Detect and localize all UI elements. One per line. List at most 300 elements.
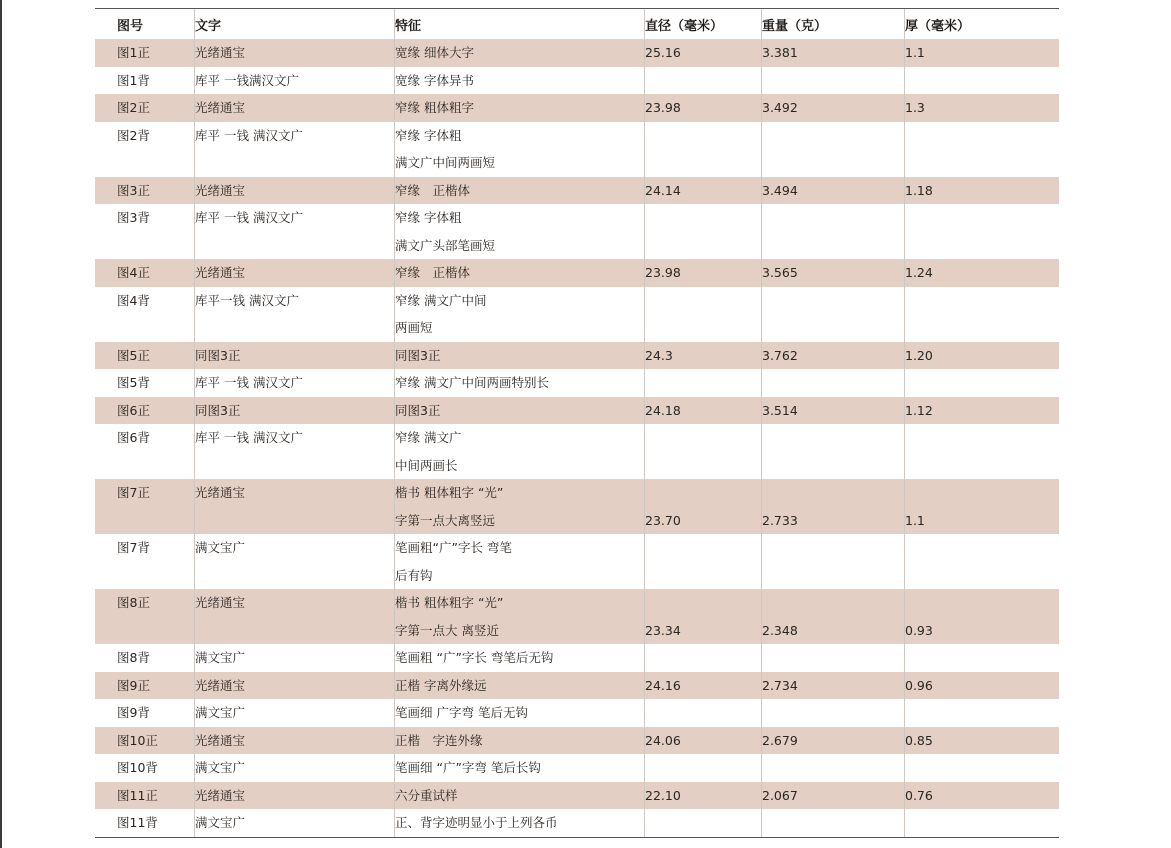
cell-diameter <box>645 397 762 425</box>
cell-thickness <box>905 287 1059 342</box>
inscription-text: 光绪通宝 <box>195 677 246 693</box>
feature-text: 正楷 字连外缘 <box>395 732 483 748</box>
thickness-value <box>905 314 1059 342</box>
table-body <box>95 39 1059 837</box>
cell-weight <box>762 644 905 672</box>
inscription-text: 库平 一钱 满汉文广 <box>195 430 303 445</box>
feature-text: 字第一点大离竖远 <box>395 512 496 528</box>
inscription-text: 满文宝广 <box>195 760 246 775</box>
figure-id: 图5正 <box>117 347 150 363</box>
cell-id <box>95 122 195 177</box>
cell-weight <box>762 809 905 837</box>
cell-thickness <box>905 94 1059 122</box>
cell-features <box>395 177 645 205</box>
cell-diameter <box>645 782 762 810</box>
feature-text: 窄缘 满文广中间两画特别长 <box>395 375 549 390</box>
feature-text: 窄缘 粗体粗字 <box>395 100 474 115</box>
inscription-text: 库平 一钱 满汉文广 <box>195 210 303 225</box>
figure-id: 图4正 <box>117 265 150 280</box>
table-header <box>95 9 1059 39</box>
table-row <box>95 122 1059 177</box>
table-row <box>95 809 1059 837</box>
thickness-value: 0.96 <box>905 677 933 693</box>
cell-text <box>195 204 395 259</box>
cell-text <box>195 809 395 837</box>
weight-value <box>762 809 904 837</box>
cell-thickness <box>905 644 1059 672</box>
figure-id: 图9背 <box>117 705 150 720</box>
feature-text: 窄缘 正楷体 <box>395 182 471 198</box>
cell-weight <box>762 424 905 479</box>
table-row <box>95 397 1059 425</box>
cell-id <box>95 424 195 479</box>
thickness-value: 1.1 <box>905 512 925 528</box>
diameter-value <box>645 562 761 590</box>
inscription-text: 光绪通宝 <box>195 485 246 500</box>
cell-features <box>395 67 645 95</box>
figure-id: 图7背 <box>117 540 150 555</box>
weight-value <box>762 67 904 95</box>
table-row <box>95 67 1059 95</box>
cell-id <box>95 94 195 122</box>
feature-text: 楷书 粗体粗字 “光” <box>395 595 504 610</box>
cell-id <box>95 204 195 259</box>
cell-features <box>395 672 645 700</box>
cell-diameter <box>645 727 762 755</box>
cell-text <box>195 699 395 727</box>
diameter-value: 24.18 <box>645 402 681 418</box>
cell-text <box>195 672 395 700</box>
figure-id: 图2正 <box>117 100 150 115</box>
cell-diameter <box>645 122 762 177</box>
feature-text: 笔画粗“广”字长 弯笔 <box>395 540 512 555</box>
thickness-value <box>905 452 1059 480</box>
thickness-value: 0.93 <box>905 622 933 638</box>
table-row <box>95 782 1059 810</box>
cell-weight <box>762 369 905 397</box>
cell-id <box>95 589 195 644</box>
cell-text <box>195 122 395 177</box>
inscription-text: 光绪通宝 <box>195 787 246 803</box>
cell-features <box>395 699 645 727</box>
cell-features <box>395 727 645 755</box>
cell-text <box>195 644 395 672</box>
cell-diameter <box>645 644 762 672</box>
weight-value: 2.734 <box>762 677 798 693</box>
thickness-value <box>905 149 1059 177</box>
cell-text <box>195 424 395 479</box>
cell-thickness <box>905 122 1059 177</box>
thickness-value <box>905 644 1059 672</box>
feature-text: 宽缘 细体大字 <box>395 45 474 60</box>
weight-value <box>762 562 904 590</box>
cell-thickness <box>905 397 1059 425</box>
feature-text: 字第一点大 离竖近 <box>395 622 499 638</box>
cell-features <box>395 644 645 672</box>
cell-weight <box>762 122 905 177</box>
cell-weight <box>762 699 905 727</box>
thickness-value: 1.12 <box>905 402 933 418</box>
feature-text: 笔画细 广字弯 笔后无钩 <box>395 705 528 720</box>
cell-diameter <box>645 672 762 700</box>
table-row <box>95 94 1059 122</box>
cell-weight <box>762 287 905 342</box>
table-row <box>95 479 1059 534</box>
inscription-text: 满文宝广 <box>195 705 246 720</box>
feature-text: 同图3正 <box>395 402 441 418</box>
diameter-value: 23.70 <box>645 512 681 528</box>
thickness-value: 1.3 <box>905 100 925 115</box>
weight-value <box>762 644 904 672</box>
weight-value: 3.492 <box>762 100 798 115</box>
thickness-value: 0.85 <box>905 732 933 748</box>
cell-diameter <box>645 39 762 67</box>
cell-thickness <box>905 534 1059 589</box>
cell-diameter <box>645 204 762 259</box>
cell-weight <box>762 727 905 755</box>
header-features: 特征 <box>395 9 645 39</box>
thickness-value <box>905 369 1059 397</box>
cell-id <box>95 177 195 205</box>
figure-id: 图2背 <box>117 127 150 143</box>
feature-text: 楷书 粗体粗字 “光” <box>395 485 504 500</box>
header-weight: 重量（克） <box>762 9 905 39</box>
table-row <box>95 39 1059 67</box>
figure-id: 图6背 <box>117 430 150 445</box>
inscription-text: 库平一钱 满汉文广 <box>195 292 299 308</box>
figure-id: 图7正 <box>117 485 150 500</box>
feature-text: 窄缘 字体粗 <box>395 210 462 225</box>
feature-text: 笔画细 “广”字弯 笔后长钩 <box>395 760 541 775</box>
table-row <box>95 287 1059 342</box>
feature-text: 宽缘 字体异书 <box>395 72 474 88</box>
figure-id: 图4背 <box>117 292 150 308</box>
feature-text: 满文广头部笔画短 <box>395 237 496 253</box>
cell-id <box>95 479 195 534</box>
figure-id: 图8背 <box>117 650 150 665</box>
cell-diameter <box>645 809 762 837</box>
thickness-value <box>905 562 1059 590</box>
weight-value <box>762 369 904 397</box>
table-row <box>95 259 1059 287</box>
cell-thickness <box>905 589 1059 644</box>
cell-features <box>395 94 645 122</box>
table-row <box>95 204 1059 259</box>
cell-id <box>95 809 195 837</box>
table-row <box>95 369 1059 397</box>
thickness-value: 1.24 <box>905 265 933 280</box>
diameter-value <box>645 314 761 342</box>
cell-diameter <box>645 259 762 287</box>
table-row <box>95 672 1059 700</box>
cell-features <box>395 287 645 342</box>
cell-text <box>195 727 395 755</box>
diameter-value: 23.34 <box>645 622 681 638</box>
cell-diameter <box>645 177 762 205</box>
feature-text: 六分重试样 <box>395 787 458 803</box>
diameter-value <box>645 232 761 260</box>
feature-text: 窄缘 满文广 <box>395 430 462 445</box>
cell-text <box>195 397 395 425</box>
inscription-text: 光绪通宝 <box>195 265 246 280</box>
cell-diameter <box>645 589 762 644</box>
thickness-value <box>905 67 1059 95</box>
weight-value: 3.514 <box>762 402 798 418</box>
cell-features <box>395 204 645 259</box>
cell-diameter <box>645 67 762 95</box>
cell-thickness <box>905 369 1059 397</box>
cell-features <box>395 122 645 177</box>
figure-id: 图10正 <box>117 732 158 748</box>
cell-thickness <box>905 782 1059 810</box>
cell-text <box>195 287 395 342</box>
feature-text: 笔画粗 “广”字长 弯笔后无钩 <box>395 650 554 665</box>
feature-text: 正、背字迹明显小于上列各币 <box>395 815 558 830</box>
weight-value <box>762 314 904 342</box>
cell-thickness <box>905 39 1059 67</box>
cell-id <box>95 534 195 589</box>
cell-weight <box>762 342 905 370</box>
thickness-value: 0.76 <box>905 787 933 803</box>
table-bottom-rule <box>95 837 1059 838</box>
inscription-text: 光绪通宝 <box>195 732 246 748</box>
cell-weight <box>762 39 905 67</box>
cell-id <box>95 699 195 727</box>
cell-text <box>195 342 395 370</box>
cell-features <box>395 369 645 397</box>
cell-weight <box>762 177 905 205</box>
header-text: 文字 <box>195 9 395 39</box>
figure-id: 图1背 <box>117 72 150 88</box>
cell-weight <box>762 204 905 259</box>
table-row <box>95 754 1059 782</box>
cell-thickness <box>905 727 1059 755</box>
diameter-value: 22.10 <box>645 787 681 803</box>
diameter-value <box>645 644 761 672</box>
cell-text <box>195 67 395 95</box>
inscription-text: 满文宝广 <box>195 540 246 555</box>
weight-value: 3.565 <box>762 265 798 280</box>
cell-features <box>395 397 645 425</box>
page-edge <box>0 0 2 848</box>
feature-text: 满文广中间两画短 <box>395 155 496 170</box>
cell-id <box>95 782 195 810</box>
diameter-value <box>645 754 761 782</box>
figure-id: 图3正 <box>117 182 150 198</box>
header-thickness: 厚（毫米） <box>905 18 971 34</box>
cell-diameter <box>645 369 762 397</box>
cell-thickness <box>905 479 1059 534</box>
cell-thickness <box>905 67 1059 95</box>
weight-value: 2.679 <box>762 732 798 748</box>
cell-text <box>195 754 395 782</box>
cell-thickness <box>905 342 1059 370</box>
cell-weight <box>762 589 905 644</box>
cell-id <box>95 754 195 782</box>
cell-features <box>395 342 645 370</box>
diameter-value <box>645 452 761 480</box>
diameter-value: 24.14 <box>645 182 681 198</box>
cell-thickness <box>905 754 1059 782</box>
weight-value: 2.067 <box>762 787 798 803</box>
feature-text: 正楷 字离外缘远 <box>395 677 487 693</box>
cell-text <box>195 782 395 810</box>
diameter-value <box>645 699 761 727</box>
cell-thickness <box>905 699 1059 727</box>
feature-text: 窄缘 满文广中间 <box>395 292 487 308</box>
table-row <box>95 727 1059 755</box>
cell-diameter <box>645 342 762 370</box>
cell-weight <box>762 397 905 425</box>
cell-id <box>95 397 195 425</box>
inscription-text: 满文宝广 <box>195 815 246 830</box>
cell-id <box>95 369 195 397</box>
cell-text <box>195 39 395 67</box>
cell-id <box>95 39 195 67</box>
table-row <box>95 589 1059 644</box>
cell-features <box>395 534 645 589</box>
diameter-value: 25.16 <box>645 45 681 60</box>
cell-id <box>95 727 195 755</box>
inscription-text: 光绪通宝 <box>195 100 246 115</box>
inscription-text: 库平 一钱满汉文广 <box>195 72 299 88</box>
weight-value <box>762 149 904 177</box>
inscription-text: 光绪通宝 <box>195 182 246 198</box>
cell-text <box>195 177 395 205</box>
cell-diameter <box>645 424 762 479</box>
cell-weight <box>762 782 905 810</box>
figure-id: 图8正 <box>117 595 150 610</box>
inscription-text: 同图3正 <box>195 402 241 418</box>
table-row <box>95 342 1059 370</box>
cell-weight <box>762 672 905 700</box>
cell-weight <box>762 94 905 122</box>
cell-weight <box>762 259 905 287</box>
weight-value: 3.494 <box>762 182 798 198</box>
inscription-text: 同图3正 <box>195 347 241 363</box>
cell-thickness <box>905 204 1059 259</box>
cell-text <box>195 589 395 644</box>
cell-thickness <box>905 424 1059 479</box>
cell-thickness <box>905 809 1059 837</box>
diameter-value <box>645 67 761 95</box>
figure-id: 图5背 <box>117 375 150 390</box>
cell-features <box>395 479 645 534</box>
feature-text: 后有钩 <box>395 567 433 583</box>
cell-thickness <box>905 672 1059 700</box>
inscription-text: 光绪通宝 <box>195 595 246 610</box>
table-row <box>95 424 1059 479</box>
figure-id: 图6正 <box>117 402 150 418</box>
cell-id <box>95 672 195 700</box>
inscription-text: 满文宝广 <box>195 650 246 665</box>
feature-text: 两画短 <box>395 320 433 335</box>
cell-thickness <box>905 177 1059 205</box>
diameter-value: 24.06 <box>645 732 681 748</box>
coin-table <box>95 8 1059 838</box>
cell-text <box>195 369 395 397</box>
cell-id <box>95 644 195 672</box>
cell-text <box>195 259 395 287</box>
figure-id: 图11正 <box>117 787 158 803</box>
cell-diameter <box>645 479 762 534</box>
thickness-value <box>905 809 1059 837</box>
diameter-value: 24.3 <box>645 347 673 363</box>
cell-diameter <box>645 287 762 342</box>
cell-diameter <box>645 94 762 122</box>
cell-id <box>95 67 195 95</box>
cell-diameter <box>645 534 762 589</box>
cell-weight <box>762 67 905 95</box>
weight-value <box>762 232 904 260</box>
inscription-text: 库平 一钱 满汉文广 <box>195 375 303 390</box>
cell-features <box>395 754 645 782</box>
cell-diameter <box>645 699 762 727</box>
inscription-text: 库平 一钱 满汉文广 <box>195 127 303 143</box>
cell-features <box>395 782 645 810</box>
weight-value <box>762 452 904 480</box>
feature-text: 窄缘 正楷体 <box>395 265 471 280</box>
figure-id: 图11背 <box>117 815 158 830</box>
cell-weight <box>762 754 905 782</box>
figure-id: 图9正 <box>117 677 150 693</box>
weight-value <box>762 754 904 782</box>
thickness-value <box>905 699 1059 727</box>
weight-value: 2.733 <box>762 512 798 528</box>
diameter-value <box>645 369 761 397</box>
diameter-value: 23.98 <box>645 265 681 280</box>
cell-features <box>395 259 645 287</box>
header-id: 图号 <box>95 9 195 39</box>
weight-value <box>762 699 904 727</box>
cell-features <box>395 589 645 644</box>
table-row <box>95 177 1059 205</box>
cell-features <box>395 424 645 479</box>
figure-id: 图3背 <box>117 210 150 225</box>
weight-value: 3.381 <box>762 45 798 60</box>
cell-weight <box>762 479 905 534</box>
thickness-value: 1.20 <box>905 347 933 363</box>
cell-text <box>195 94 395 122</box>
feature-text: 中间两画长 <box>395 457 458 473</box>
cell-diameter <box>645 754 762 782</box>
figure-id: 图10背 <box>117 760 158 775</box>
cell-id <box>95 287 195 342</box>
diameter-value: 23.98 <box>645 100 681 115</box>
figure-id: 图1正 <box>117 45 150 60</box>
thickness-value: 1.1 <box>905 45 925 60</box>
cell-features <box>395 39 645 67</box>
table-row <box>95 534 1059 589</box>
inscription-text: 光绪通宝 <box>195 45 246 60</box>
cell-weight <box>762 534 905 589</box>
cell-id <box>95 259 195 287</box>
cell-text <box>195 534 395 589</box>
cell-text <box>195 479 395 534</box>
header-diameter: 直径（毫米） <box>645 9 762 39</box>
diameter-value <box>645 809 761 837</box>
cell-id <box>95 342 195 370</box>
weight-value: 2.348 <box>762 622 798 638</box>
diameter-value <box>645 149 761 177</box>
table-row <box>95 644 1059 672</box>
feature-text: 窄缘 字体粗 <box>395 127 462 143</box>
thickness-value <box>905 232 1059 260</box>
table-row <box>95 699 1059 727</box>
weight-value: 3.762 <box>762 347 798 363</box>
thickness-value <box>905 754 1059 782</box>
thickness-value: 1.18 <box>905 182 933 198</box>
